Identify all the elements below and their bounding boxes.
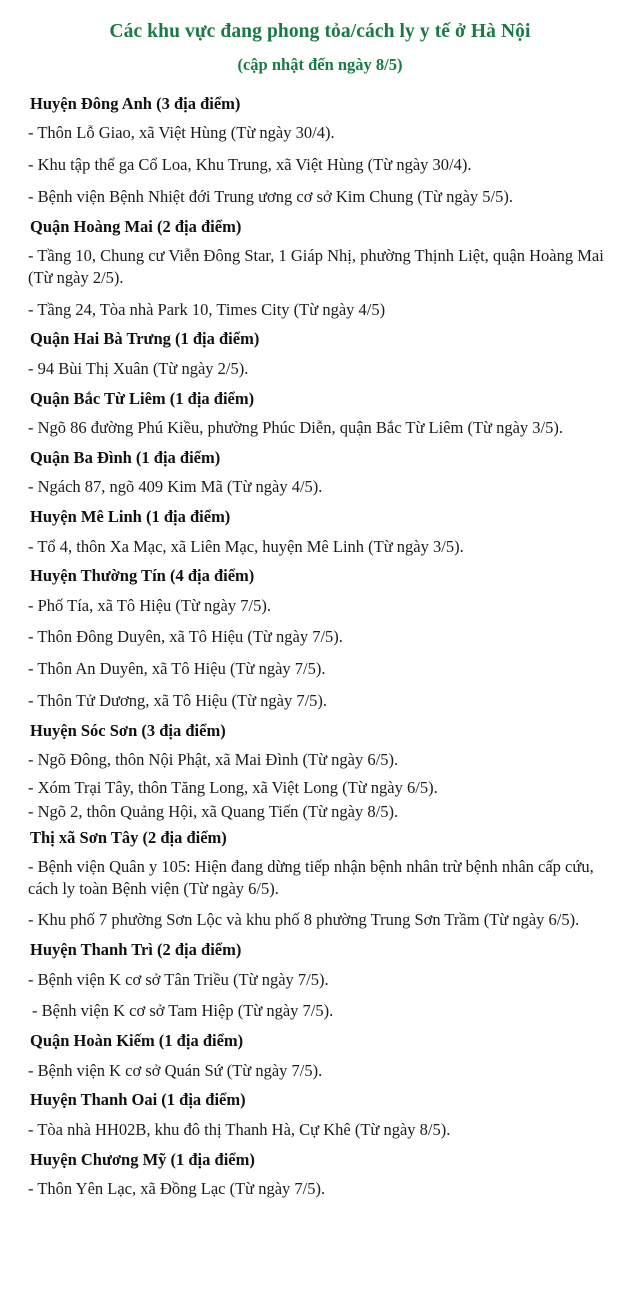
entry-list [14,1114,626,1146]
section-heading: Huyện Mê Linh (1 địa điểm) [30,507,231,527]
section-heading: Quận Hoàng Mai (2 địa điểm) [30,216,242,236]
location-entry: - Bệnh viện Bệnh Nhiệt đới Trung ương cơ sở Kim Chung (Từ ngày 5/5). [28,186,513,206]
location-entry: - Xóm Trại Tây, thôn Tăng Long, xã Việt Long (Từ ngày 6/5). [28,777,438,797]
location-entry: - Thôn An Duyên, xã Tô Hiệu (Từ ngày 7/5). [28,659,326,679]
section-heading: Huyện Thanh Trì (2 địa điểm) [30,940,242,960]
location-entry: - Thôn Tử Dương, xã Tô Hiệu (Từ ngày 7/5). [28,691,328,711]
location-entry: - Ngách 87, ngõ 409 Kim Mã (Từ ngày 4/5). [28,477,323,497]
entry-list [14,240,626,325]
location-entry: - Bệnh viện Quân y 105: Hiện đang dừng tiếp nhận bệnh nhân trừ bệnh nhân cấp cứu, cách ly toàn Bệnh viện (Từ ngày 6/5). [28,856,594,898]
entry-list [14,1055,626,1087]
location-section [14,1086,626,1145]
entry-list [14,744,626,823]
location-section [14,444,626,503]
location-entry: - Thôn Yên Lạc, xã Đồng Lạc (Từ ngày 7/5). [28,1179,326,1199]
location-entry: - Thôn Đông Duyên, xã Tô Hiệu (Từ ngày 7/5). [28,627,343,647]
section-heading: Huyện Đông Anh (3 địa điểm) [30,94,241,113]
location-section [14,90,626,213]
location-section [14,717,626,824]
section-heading: Huyện Sóc Sơn (3 địa điểm) [30,720,226,740]
location-section [14,503,626,562]
section-heading: Quận Bắc Từ Liêm (1 địa điểm) [30,388,255,408]
section-heading: Huyện Thanh Oai (1 địa điểm) [30,1090,246,1110]
location-entry: - Khu tập thể ga Cổ Loa, Khu Trung, xã Việt Hùng (Từ ngày 30/4). [28,155,472,175]
entry-list [14,590,626,717]
location-entry: - 94 Bùi Thị Xuân (Từ ngày 2/5). [28,358,249,378]
section-heading: Huyện Thường Tín (4 địa điểm) [30,566,255,586]
location-entry: - Tổ 4, thôn Xa Mạc, xã Liên Mạc, huyện Mê Linh (Từ ngày 3/5). [28,536,464,556]
location-section [14,562,626,717]
section-heading: Quận Hai Bà Trưng (1 địa điểm) [30,329,260,349]
location-entry: - Ngõ 86 đường Phú Kiều, phường Phúc Diễn, quận Bắc Từ Liêm (Từ ngày 3/5). [28,418,564,438]
section-heading: Huyện Chương Mỹ (1 địa điểm) [30,1149,255,1169]
entry-list [14,531,626,563]
entry-list [14,1173,626,1205]
location-entry: - Tầng 24, Tòa nhà Park 10, Times City (Từ ngày 4/5) [28,299,386,319]
section-heading: Quận Ba Đình (1 địa điểm) [30,447,221,467]
entry-list [14,471,626,503]
location-section [14,936,626,1027]
page-subtitle: (cập nhật đến ngày 8/5) [237,55,403,75]
location-entry: - Ngõ Đông, thôn Nội Phật, xã Mai Đình (Từ ngày 6/5). [28,750,399,770]
page-title: Các khu vực đang phong tỏa/cách ly y tế ở Hà Nội [109,21,531,42]
section-heading: Thị xã Sơn Tây (2 địa điểm) [30,827,227,847]
location-section [14,824,626,937]
entry-list [14,353,626,385]
location-entry: - Ngõ 2, thôn Quảng Hội, xã Quang Tiến (Từ ngày 8/5). [28,801,399,821]
entry-list [14,412,626,444]
location-section [14,385,626,444]
location-section [14,213,626,326]
location-entry: - Tòa nhà HH02B, khu đô thị Thanh Hà, Cự Khê (Từ ngày 8/5). [28,1119,451,1139]
entry-list [14,964,626,1028]
location-entry: - Phố Tía, xã Tô Hiệu (Từ ngày 7/5). [28,595,271,615]
location-entry: - Bệnh viện K cơ sở Quán Sứ (Từ ngày 7/5). [28,1060,323,1080]
location-entry: - Khu phố 7 phường Sơn Lộc và khu phố 8 phường Trung Sơn Trầm (Từ ngày 6/5). [28,910,580,930]
section-heading: Quận Hoàn Kiếm (1 địa điểm) [30,1031,244,1051]
location-entry: - Bệnh viện K cơ sở Tân Triều (Từ ngày 7/5). [28,969,329,989]
location-entry: - Thôn Lỗ Giao, xã Việt Hùng (Từ ngày 30/4). [28,123,335,143]
location-section [14,1027,626,1086]
entry-list [14,851,626,936]
location-entry: - Tầng 10, Chung cư Viễn Đông Star, 1 Giáp Nhị, phường Thịnh Liệt, quận Hoàng Mai (Từ ngày 2/5). [28,246,604,287]
location-entry: - Bệnh viện K cơ sở Tam Hiệp (Từ ngày 7/5). [32,1001,334,1021]
entry-list [14,117,626,212]
section-list [14,90,626,1205]
location-section [14,1146,626,1205]
location-section [14,325,626,384]
